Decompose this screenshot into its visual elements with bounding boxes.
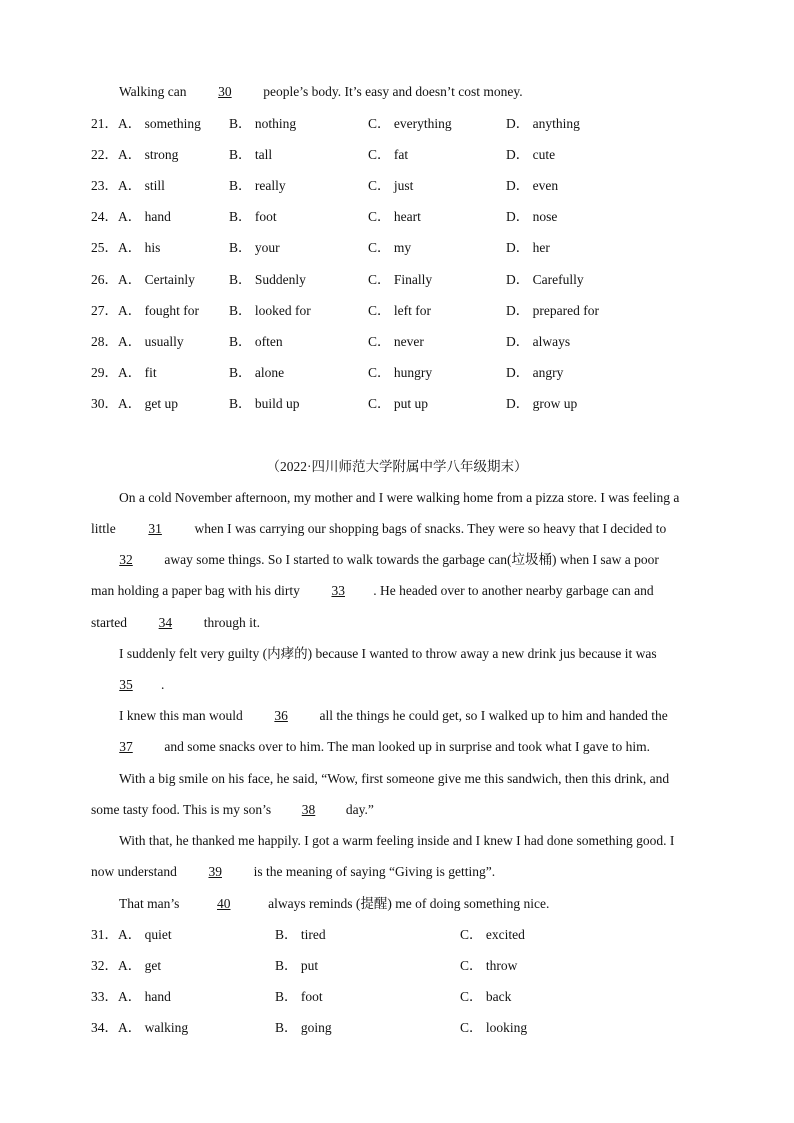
option-b: B． tall xyxy=(229,147,273,162)
option-d: D． Carefully xyxy=(506,272,584,287)
blank-30: 30 xyxy=(218,84,232,99)
passage-text: . xyxy=(161,677,165,692)
question-number: 28． xyxy=(91,334,118,349)
passage-text: and some snacks over to him. The man looked up in surprise and took what I gave to him. xyxy=(161,739,651,754)
question-number: 33． xyxy=(91,989,118,1004)
option-b: B． looked for xyxy=(229,303,311,318)
option-c: C． my xyxy=(368,240,412,255)
option-c: C． put up xyxy=(368,396,429,411)
option-c: C． looking xyxy=(460,1020,528,1035)
passage-text: always reminds (提醒) me of doing something nice. xyxy=(264,896,550,911)
option-d: D． grow up xyxy=(506,396,578,411)
question-number: 22． xyxy=(91,147,118,162)
option-b: B． foot xyxy=(275,989,323,1004)
option-d: D． nose xyxy=(506,209,558,224)
option-b: B． Suddenly xyxy=(229,272,306,287)
option-a: A． walking xyxy=(118,1020,189,1035)
option-d: D． angry xyxy=(506,365,564,380)
blank-38: 38 xyxy=(301,802,316,817)
passage-text: all the things he could get, so I walked up to him and handed the xyxy=(316,708,668,723)
option-c: C． hungry xyxy=(368,365,433,380)
passage-text: through it. xyxy=(200,615,260,630)
option-a: A． get xyxy=(118,958,162,973)
intro-text-end: people’s body. It’s easy and doesn’t cost money. xyxy=(259,84,523,99)
option-c: C． back xyxy=(460,989,512,1004)
passage-line xyxy=(119,708,668,724)
option-d: D． prepared for xyxy=(506,303,599,318)
option-a: A． hand xyxy=(118,209,171,224)
option-b: B． going xyxy=(275,1020,332,1035)
blank-39: 39 xyxy=(208,864,222,879)
passage-text: . He headed over to another nearby garbage can and xyxy=(373,583,654,598)
option-b: B． alone xyxy=(229,365,285,380)
question-number: 34． xyxy=(91,1020,118,1035)
passage-line xyxy=(91,583,654,599)
passage-line xyxy=(91,521,666,537)
passage-text: away some things. So I started to walk towards the garbage can(垃圾桶) when I saw a poor xyxy=(161,552,659,567)
passage-line: I suddenly felt very guilty (内痚的) because I wanted to throw away a new drink jus because it was xyxy=(119,646,657,661)
option-c: C． never xyxy=(368,334,424,349)
option-a: A． get up xyxy=(118,396,178,411)
option-d: D． anything xyxy=(506,116,580,131)
question-number: 21． xyxy=(91,116,118,131)
passage-text: little xyxy=(91,521,120,536)
option-c: C． heart xyxy=(368,209,421,224)
passage-text: when I was carrying our shopping bags of snacks. They were so heavy that I decided to xyxy=(191,521,667,536)
question-number: 31． xyxy=(91,927,118,942)
blank-36: 36 xyxy=(274,708,288,723)
intro-line xyxy=(119,84,523,100)
intro-text: Walking can xyxy=(119,84,190,99)
passage-line: On a cold November afternoon, my mother and I were walking home from a pizza store. I was feeling a xyxy=(119,490,680,505)
option-b: B． really xyxy=(229,178,286,193)
option-c: C． everything xyxy=(368,116,452,131)
passage-text: man holding a paper bag with his dirty xyxy=(91,583,304,598)
blank-34: 34 xyxy=(158,615,173,630)
option-b: B． tired xyxy=(275,927,326,942)
option-d: D． always xyxy=(506,334,571,349)
option-a: A． fit xyxy=(118,365,157,380)
question-number: 29． xyxy=(91,365,118,380)
question-number: 25． xyxy=(91,240,118,255)
question-number: 32． xyxy=(91,958,118,973)
passage-text: is the meaning of saying “Giving is getting”. xyxy=(250,864,496,879)
question-number: 23． xyxy=(91,178,118,193)
question-number: 24． xyxy=(91,209,118,224)
option-b: B． often xyxy=(229,334,283,349)
question-number: 27． xyxy=(91,303,118,318)
passage-line xyxy=(119,896,549,912)
option-b: B． nothing xyxy=(229,116,297,131)
blank-40: 40 xyxy=(217,896,231,911)
option-a: A． still xyxy=(118,178,165,193)
option-a: A． hand xyxy=(118,989,171,1004)
passage-text: That man’s xyxy=(119,896,183,911)
option-b: B． foot xyxy=(229,209,277,224)
option-a: A． his xyxy=(118,240,161,255)
option-d: D． cute xyxy=(506,147,556,162)
passage-text: day.” xyxy=(342,802,374,817)
option-a: A． quiet xyxy=(118,927,172,942)
option-d: D． even xyxy=(506,178,559,193)
passage-line xyxy=(91,615,260,631)
blank-32: 32 xyxy=(119,552,133,567)
passage-text: started xyxy=(91,615,131,630)
option-c: C． throw xyxy=(460,958,518,973)
option-b: B． build up xyxy=(229,396,300,411)
passage-text: I knew this man would xyxy=(119,708,247,723)
option-c: C． Finally xyxy=(368,272,433,287)
passage-line xyxy=(91,864,495,880)
option-c: C． excited xyxy=(460,927,525,942)
passage-line xyxy=(91,802,374,818)
source-heading: （2022·四川师范大学附属中学八年级期末） xyxy=(266,459,528,474)
passage-text: now understand xyxy=(91,864,181,879)
question-number: 26． xyxy=(91,272,118,287)
passage-line: With a big smile on his face, he said, “Wow, first someone give me this sandwich, then this drink, and xyxy=(119,771,670,786)
option-a: A． something xyxy=(118,116,201,131)
question-number: 30． xyxy=(91,396,118,411)
passage-line xyxy=(91,552,659,568)
blank-31: 31 xyxy=(148,521,162,536)
option-b: B． your xyxy=(229,240,280,255)
option-b: B． put xyxy=(275,958,319,973)
passage-text: some tasty food. This is my son’s xyxy=(91,802,275,817)
blank-33: 33 xyxy=(331,583,345,598)
option-a: A． strong xyxy=(118,147,179,162)
blank-35: 35 xyxy=(119,677,133,692)
option-c: C． fat xyxy=(368,147,409,162)
passage-line: With that, he thanked me happily. I got a warm feeling inside and I knew I had done something good. I xyxy=(119,833,675,848)
option-a: A． usually xyxy=(118,334,184,349)
passage-line xyxy=(91,677,164,693)
blank-37: 37 xyxy=(119,739,133,754)
option-c: C． left for xyxy=(368,303,431,318)
option-a: A． fought for xyxy=(118,303,199,318)
option-c: C． just xyxy=(368,178,414,193)
option-d: D． her xyxy=(506,240,550,255)
option-a: A． Certainly xyxy=(118,272,195,287)
passage-line xyxy=(91,739,650,755)
